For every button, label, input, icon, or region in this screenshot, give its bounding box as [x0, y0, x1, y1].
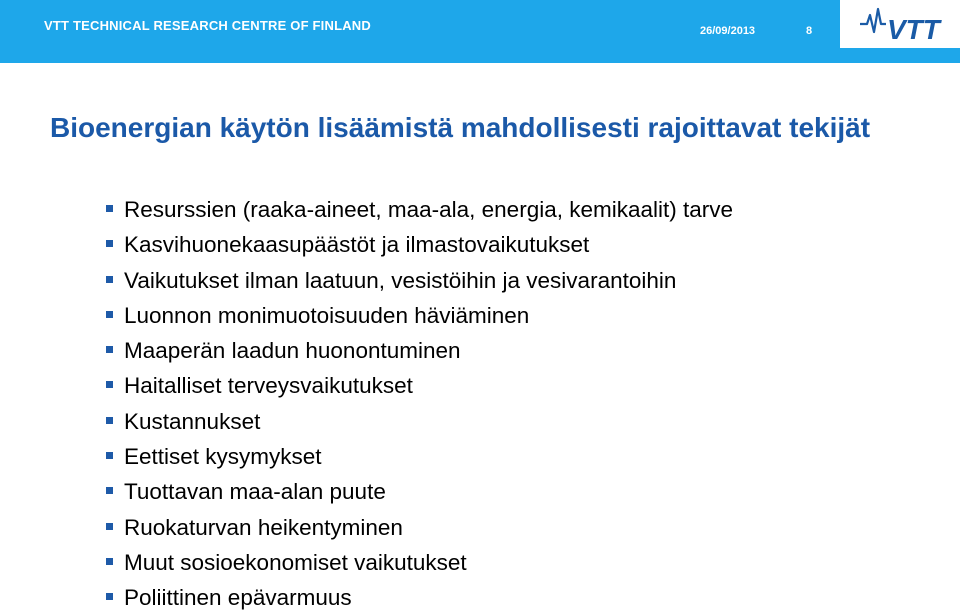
logo-wordmark: VTT [887, 14, 940, 45]
bullet-square-icon [106, 558, 113, 565]
header-bar [0, 0, 960, 63]
bullet-item [106, 227, 733, 262]
bullet-list [106, 192, 733, 616]
bullet-square-icon [106, 523, 113, 530]
bullet-square-icon [106, 417, 113, 424]
bullet-text: Vaikutukset ilman laatuun, vesistöihin ja vesivarantoihin [124, 267, 677, 293]
slide-date: 26/09/2013 [700, 25, 756, 37]
bullet-text: Kustannukset [124, 408, 261, 434]
bullet-item [106, 333, 733, 368]
bullet-item [106, 368, 733, 403]
bullet-item [106, 545, 733, 580]
bullet-item [106, 298, 733, 333]
bullet-item [106, 580, 733, 615]
organization-name: VTT TECHNICAL RESEARCH CENTRE OF FINLAND [44, 18, 371, 33]
bullet-square-icon [106, 311, 113, 318]
bullet-text: Ruokaturvan heikentyminen [124, 514, 403, 540]
bullet-square-icon [106, 452, 113, 459]
bullet-text: Poliittinen epävarmuus [124, 585, 352, 611]
bullet-text: Luonnon monimuotoisuuden häviäminen [124, 302, 530, 328]
bullet-text: Maaperän laadun huonontuminen [124, 338, 461, 364]
bullet-text: Tuottavan maa-alan puute [124, 479, 386, 505]
bullet-item [106, 192, 733, 227]
bullet-square-icon [106, 346, 113, 353]
bullet-text: Muut sosioekonomiset vaikutukset [124, 549, 467, 575]
bullet-square-icon [106, 593, 113, 600]
bullet-item [106, 510, 733, 545]
vtt-logo-icon [840, 0, 960, 48]
bullet-item [106, 474, 733, 509]
slide-title: Bioenergian käytön lisäämistä mahdollisesti rajoittavat tekijät [50, 112, 871, 143]
bullet-square-icon [106, 276, 113, 283]
bullet-square-icon [106, 205, 113, 212]
bullet-item [106, 263, 733, 298]
bullet-square-icon [106, 240, 113, 247]
bullet-text: Resurssien (raaka-aineet, maa-ala, energia, kemikaalit) tarve [124, 197, 734, 222]
bullet-text: Eettiset kysymykset [124, 444, 322, 470]
bullet-square-icon [106, 487, 113, 494]
bullet-text: Kasvihuonekaasupäästöt ja ilmastovaikutukset [124, 232, 590, 258]
bullet-item [106, 404, 733, 439]
page-number: 8 [806, 25, 813, 37]
bullet-text: Haitalliset terveysvaikutukset [124, 373, 413, 399]
vtt-logo [840, 0, 960, 48]
bullet-square-icon [106, 381, 113, 388]
bullet-item [106, 439, 733, 474]
